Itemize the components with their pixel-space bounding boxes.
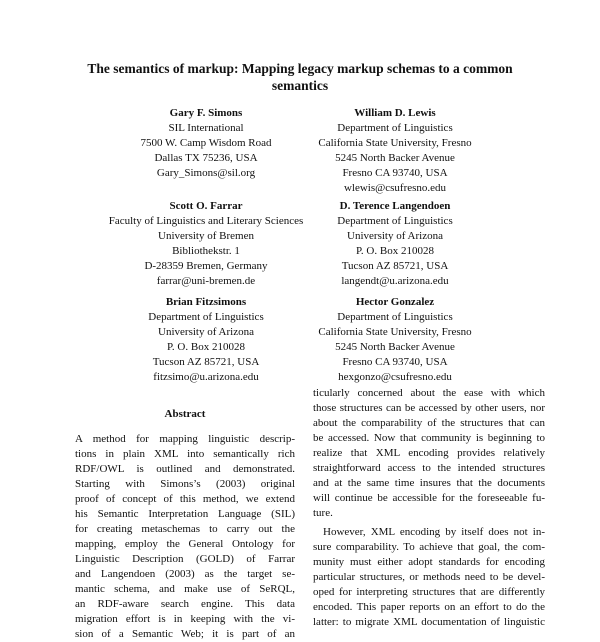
- body-line: latter: to migrate XML documentation of linguistic: [313, 616, 545, 628]
- author-affiliation-line: Faculty of Linguistics and Literary Sciences: [108, 215, 304, 227]
- paper-title-line1: The semantics of markup: Mapping legacy markup schemas to a common: [87, 61, 513, 76]
- author-email: wlewis@csufresno.edu: [343, 182, 447, 194]
- author-block-langendoen: [275, 199, 515, 289]
- author-affiliation-line: 7500 W. Camp Wisdom Road: [140, 137, 272, 149]
- author-affiliation-line: 5245 North Backer Avenue: [335, 341, 455, 353]
- body-line: be accessed. Now that community is beginning to: [313, 432, 545, 444]
- body-column-right: [313, 386, 545, 630]
- author-affiliation-line: P. O. Box 210028: [356, 245, 434, 257]
- author-affiliation-line: Tucson AZ 85721, USA: [152, 356, 260, 368]
- author-name: D. Terence Langendoen: [339, 200, 451, 212]
- author-affiliation-line: Department of Linguistics: [337, 122, 453, 134]
- author-email: fitzsimo@u.arizona.edu: [153, 371, 259, 383]
- author-email: farrar@uni-bremen.de: [156, 275, 256, 287]
- abstract-line: RDF/OWL is outlined and demonstrated.: [75, 463, 295, 475]
- author-affiliation-line: Fresno CA 93740, USA: [342, 356, 448, 368]
- body-line: munity must either adopt standards for encoding: [313, 556, 545, 568]
- body-line: will continue be accessible for the foreseeable fu-: [313, 492, 545, 504]
- author-name: William D. Lewis: [354, 107, 436, 119]
- author-affiliation-line: Fresno CA 93740, USA: [342, 167, 448, 179]
- author-affiliation-line: University of Arizona: [158, 326, 254, 338]
- author-affiliation-line: University of Arizona: [347, 230, 443, 242]
- body-line: sure comparability. To achieve that goal, the com-: [313, 541, 545, 553]
- author-affiliation-line: D-28359 Bremen, Germany: [144, 260, 268, 272]
- author-affiliation-line: SIL International: [168, 122, 244, 134]
- abstract-heading: Abstract: [164, 408, 206, 420]
- abstract-line: proof of concept of this method, we extend: [75, 493, 295, 505]
- author-affiliation-line: California State University, Fresno: [318, 326, 472, 338]
- abstract-line: sion of a Semantic Web; it is part of an: [75, 628, 295, 640]
- abstract-line: his Semantic Interpretation Language (SIL): [75, 508, 295, 520]
- abstract-line: mantic schema, and make use of SeRQL,: [75, 583, 295, 595]
- body-line: oped for interpreting structures that are differently: [313, 586, 545, 598]
- abstract-line: Starting with Simons’s (2003) original: [75, 478, 295, 490]
- author-affiliation-line: Dallas TX 75236, USA: [154, 152, 258, 164]
- body-line: ture.: [313, 507, 333, 519]
- body-line: and at the same time insures that the documents: [313, 477, 545, 489]
- abstract-line: and Langendoen (2003) as the target se-: [75, 568, 295, 580]
- author-affiliation-line: Department of Linguistics: [148, 311, 264, 323]
- paper-title-line2: semantics: [271, 78, 329, 93]
- body-line: straightforward access to the intended structures: [313, 462, 545, 474]
- body-line: those structures can be accessed by other users, nor: [313, 402, 545, 414]
- author-affiliation-line: Department of Linguistics: [337, 311, 453, 323]
- author-affiliation-line: Bibliothekstr. 1: [172, 245, 240, 257]
- author-block-lewis: [275, 106, 515, 196]
- paper-title: [60, 60, 540, 94]
- author-affiliation-line: 5245 North Backer Avenue: [335, 152, 455, 164]
- abstract-line: A method for mapping linguistic descrip-: [75, 433, 295, 445]
- abstract-body: [75, 432, 295, 642]
- author-email: Gary_Simons@sil.org: [156, 167, 256, 179]
- author-affiliation-line: California State University, Fresno: [318, 137, 472, 149]
- author-affiliation-line: Department of Linguistics: [337, 215, 453, 227]
- abstract-line: Linguistic Description (GOLD) of Farrar: [75, 553, 295, 565]
- author-affiliation-line: Tucson AZ 85721, USA: [341, 260, 449, 272]
- author-name: Gary F. Simons: [169, 107, 243, 119]
- author-email: langendt@u.arizona.edu: [341, 275, 449, 287]
- abstract-line: migration effort is in keeping with the vi-: [75, 613, 295, 625]
- author-name: Brian Fitzsimons: [165, 296, 247, 308]
- author-email: hexgonzo@csufresno.edu: [338, 371, 452, 383]
- author-name: Hector Gonzalez: [355, 296, 435, 308]
- body-line: However, XML encoding by itself does not in-: [323, 526, 545, 538]
- author-block-gonzalez: [275, 295, 515, 385]
- abstract-line: tions in plain XML into semantically rich: [75, 448, 295, 460]
- body-line: particular structures, or methods need to be devel-: [313, 571, 545, 583]
- abstract-line: for creating metaschemas to carry out the: [75, 523, 295, 535]
- abstract-line: an RDF-aware search engine. This data: [75, 598, 295, 610]
- body-line: about the comparability of the structures that can: [313, 417, 545, 429]
- body-line: realize that XML encoding provides relatively: [313, 447, 545, 459]
- abstract-line: mapping, employ the General Ontology for: [75, 538, 295, 550]
- body-line: encoded. This paper reports on an effort to do the: [313, 601, 545, 613]
- author-affiliation-line: P. O. Box 210028: [167, 341, 245, 353]
- author-name: Scott O. Farrar: [169, 200, 243, 212]
- author-affiliation-line: University of Bremen: [158, 230, 254, 242]
- body-line: ticularly concerned about the ease with which: [313, 387, 545, 399]
